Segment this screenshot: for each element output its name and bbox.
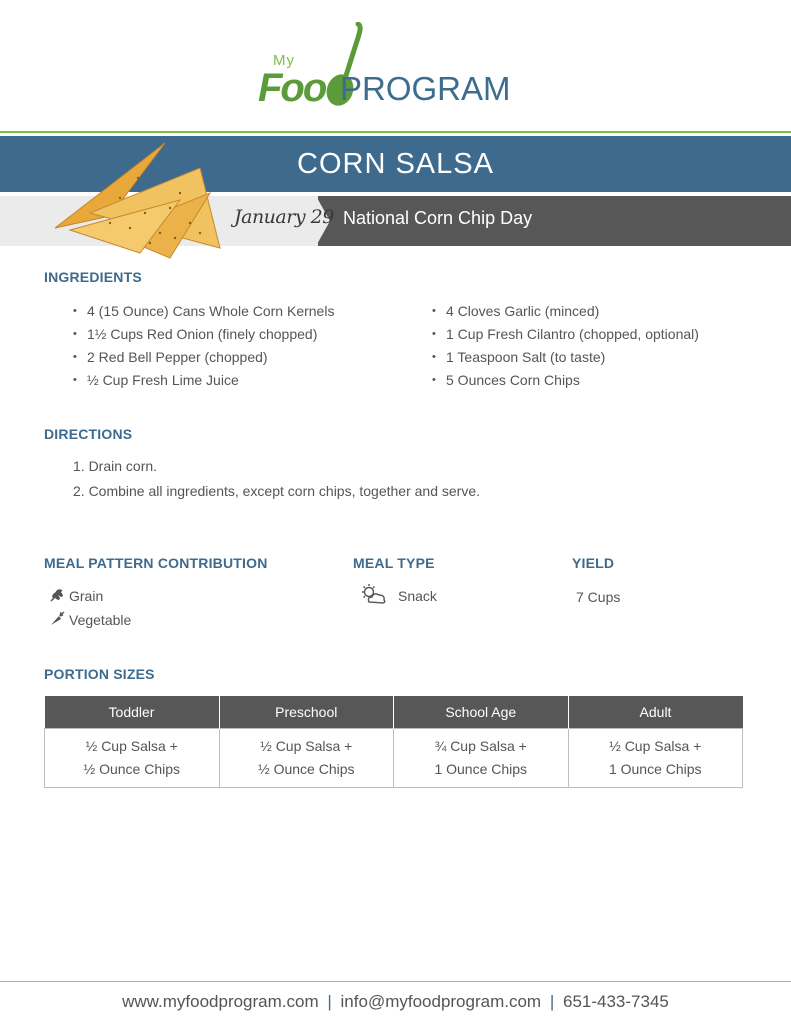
table-row (45, 729, 743, 788)
chips-portion: 1 Ounce Chips (434, 761, 528, 777)
list-item: • 4 (15 Ounce) Cans Whole Corn Kernels (73, 300, 334, 323)
yield-value: 7 Cups (576, 589, 621, 605)
ingredients-heading: INGREDIENTS (44, 269, 142, 285)
partly-sunny-icon (360, 583, 388, 605)
corn-chips-illustration (50, 138, 225, 260)
meal-pattern-heading: MEAL PATTERN CONTRIBUTION (44, 555, 268, 571)
recipe-date: January 29 (234, 206, 334, 228)
phone-number[interactable]: 651-433-7345 (562, 992, 669, 1011)
list-item: • 2 Red Bell Pepper (chopped) (73, 346, 334, 369)
recipe-title: CORN SALSA (297, 148, 494, 180)
logo-foo: Foo (258, 66, 326, 110)
chips-portion: ½ Ounce Chips (83, 761, 180, 777)
meal-pattern-grain: Grain (69, 588, 104, 604)
table-cell (394, 729, 569, 788)
direction-step: 1. Drain corn. (73, 458, 158, 474)
occasion-name: National Corn Chip Day (343, 208, 533, 228)
yield-heading: YIELD (572, 555, 615, 571)
wheat-icon (49, 587, 65, 603)
meal-type-value: Snack (398, 588, 437, 604)
logo-program: PROGRAM (340, 70, 511, 107)
chips-portion: 1 Ounce Chips (608, 761, 702, 777)
list-item: • 1 Teaspoon Salt (to taste) (432, 346, 699, 369)
footer (0, 992, 791, 1012)
list-item: • 1 Cup Fresh Cilantro (chopped, optional) (432, 323, 699, 346)
salsa-portion: ¾ Cup Salsa + (434, 738, 527, 754)
footer-separator: | (327, 992, 332, 1011)
table-cell (219, 729, 394, 788)
meal-pattern-vegetable: Vegetable (69, 612, 132, 628)
list-item: • 4 Cloves Garlic (minced) (432, 300, 699, 323)
column-header: Toddler (45, 696, 220, 729)
carrot-icon (49, 611, 65, 627)
meal-type-heading: MEAL TYPE (353, 555, 435, 571)
logo-my: My (273, 52, 295, 69)
table-cell (568, 729, 743, 788)
list-item: • 5 Ounces Corn Chips (432, 369, 699, 392)
chips-portion: ½ Ounce Chips (258, 761, 355, 777)
website-link[interactable]: www.myfoodprogram.com (122, 992, 319, 1011)
ingredients-list-right (432, 300, 699, 392)
directions-heading: DIRECTIONS (44, 426, 133, 442)
portion-sizes-heading: PORTION SIZES (44, 666, 155, 682)
column-header: School Age (394, 696, 569, 729)
table-header-row (45, 696, 743, 729)
salsa-portion: ½ Cup Salsa + (85, 738, 178, 754)
direction-step: 2. Combine all ingredients, except corn chips, together and serve. (73, 483, 481, 499)
list-item: • 1½ Cups Red Onion (finely chopped) (73, 323, 334, 346)
footer-separator: | (549, 992, 555, 1011)
column-header: Adult (568, 696, 743, 729)
table-cell (45, 729, 220, 788)
footer-divider (0, 981, 791, 982)
header-divider (0, 131, 791, 133)
portion-sizes-table (44, 696, 743, 788)
column-header: Preschool (219, 696, 394, 729)
salsa-portion: ½ Cup Salsa + (260, 738, 353, 754)
directions-list (73, 454, 480, 504)
ingredients-list-left (73, 300, 334, 392)
list-item: • ½ Cup Fresh Lime Juice (73, 369, 334, 392)
email-link[interactable]: info@myfoodprogram.com (340, 992, 542, 1011)
salsa-portion: ½ Cup Salsa + (609, 738, 702, 754)
logo (256, 22, 546, 112)
